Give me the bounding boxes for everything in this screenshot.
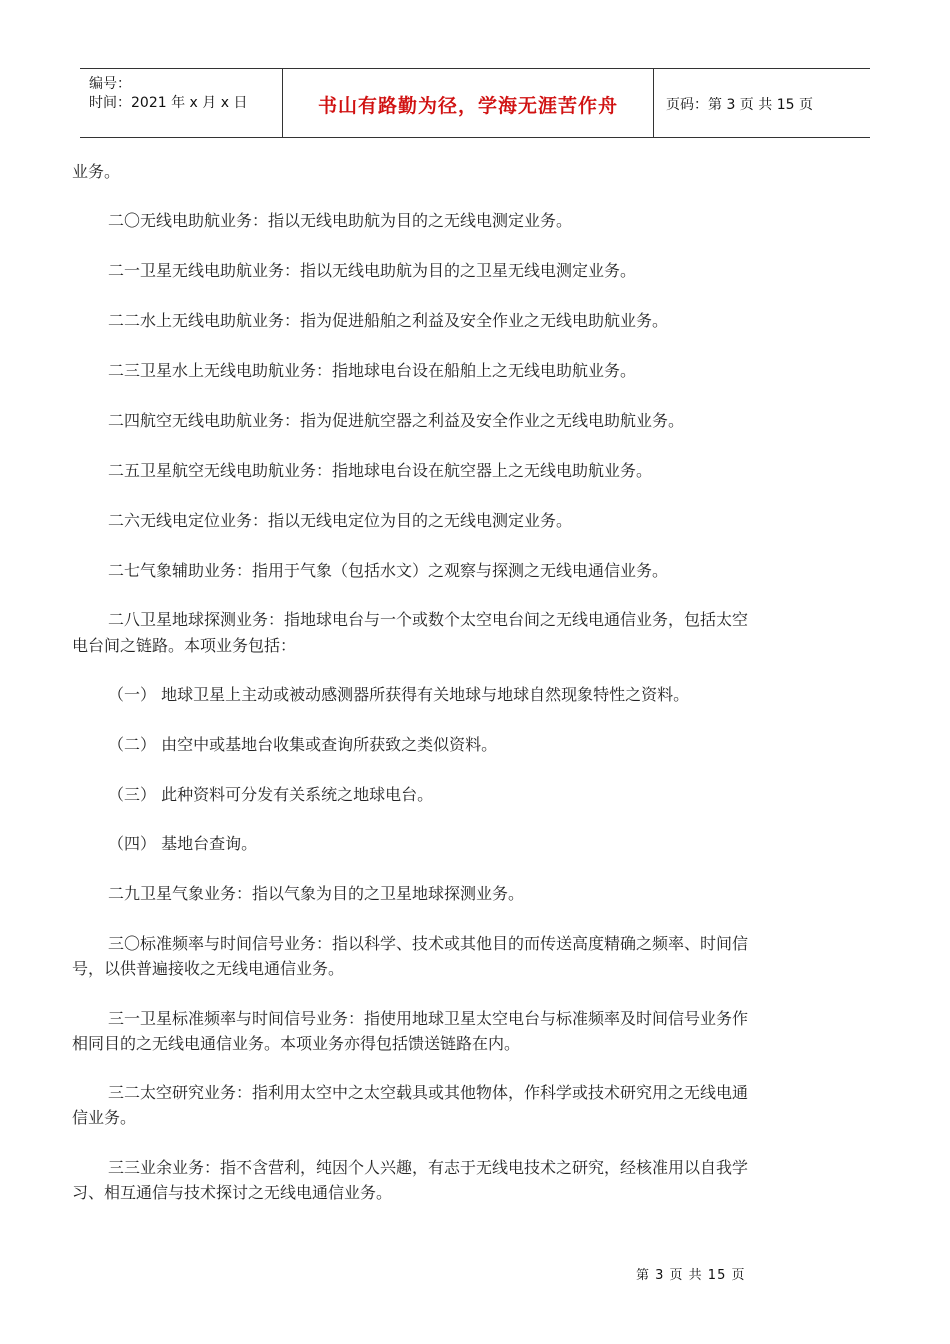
paragraph: 二四航空无线电助航业务：指为促进航空器之利益及安全作业之无线电助航业务。 bbox=[108, 411, 685, 430]
document-number-label: 编号： bbox=[89, 76, 131, 92]
paragraph-line: 信业务。 bbox=[72, 1108, 137, 1127]
list-item: （四） 基地台查询。 bbox=[108, 834, 258, 853]
paragraph-line: 相同目的之无线电通信业务。本项业务亦得包括馈送链路在内。 bbox=[72, 1034, 521, 1053]
page-footer: 第 3 页 共 15 页 bbox=[636, 1268, 746, 1283]
paragraph-line: 三一卫星标准频率与时间信号业务：指使用地球卫星太空电台与标准频率及时间信号业务作 bbox=[108, 1009, 749, 1028]
document-time-label: 时间：2021 年 x 月 x 日 bbox=[89, 95, 248, 111]
paragraph-line: 三〇标准频率与时间信号业务：指以科学、技术或其他目的而传送高度精确之频率、时间信 bbox=[108, 934, 749, 953]
paragraph: 二五卫星航空无线电助航业务：指地球电台设在航空器上之无线电助航业务。 bbox=[108, 461, 653, 480]
list-item: （二） 由空中或基地台收集或查询所获致之类似资料。 bbox=[108, 735, 498, 754]
paragraph-line: 三二太空研究业务：指利用太空中之太空载具或其他物体，作科学或技术研究用之无线电通 bbox=[108, 1083, 749, 1102]
header-meta bbox=[80, 69, 282, 137]
header-motto: 书山有路勤为径，学海无涯苦作舟 bbox=[317, 95, 618, 117]
paragraph: 二一卫星无线电助航业务：指以无线电助航为目的之卫星无线电测定业务。 bbox=[108, 261, 637, 280]
paragraph-line: 习、相互通信与技术探讨之无线电通信业务。 bbox=[72, 1183, 393, 1202]
paragraph: 二七气象辅助业务：指用于气象（包括水文）之观察与探测之无线电通信业务。 bbox=[108, 561, 669, 580]
paragraph: 二三卫星水上无线电助航业务：指地球电台设在船舶上之无线电助航业务。 bbox=[108, 361, 637, 380]
paragraph: 二二水上无线电助航业务：指为促进船舶之利益及安全作业之无线电助航业务。 bbox=[108, 311, 669, 330]
paragraph-line: 三三业余业务：指不含营利，纯因个人兴趣，有志于无线电技术之研究，经核准用以自我学 bbox=[108, 1158, 749, 1177]
header-motto-cell bbox=[282, 69, 654, 137]
paragraph-line: 号，以供普遍接收之无线电通信业务。 bbox=[72, 959, 345, 978]
paragraph: 二六无线电定位业务：指以无线电定位为目的之无线电测定业务。 bbox=[108, 511, 573, 530]
header-page-info: 页码：第 3 页 共 15 页 bbox=[666, 97, 813, 113]
paragraph: 二九卫星气象业务：指以气象为目的之卫星地球探测业务。 bbox=[108, 884, 525, 903]
paragraph: 业务。 bbox=[72, 162, 121, 181]
list-item: （三） 此种资料可分发有关系统之地球电台。 bbox=[108, 785, 434, 804]
paragraph: 二〇无线电助航业务：指以无线电助航为目的之无线电测定业务。 bbox=[108, 211, 573, 230]
page-header bbox=[80, 68, 870, 138]
paragraph-line: 电台间之链路。本项业务包括： bbox=[72, 636, 297, 655]
list-item: （一） 地球卫星上主动或被动感测器所获得有关地球与地球自然现象特性之资料。 bbox=[108, 685, 690, 704]
paragraph-line: 二八卫星地球探测业务：指地球电台与一个或数个太空电台间之无线电通信业务，包括太空 bbox=[108, 610, 749, 629]
